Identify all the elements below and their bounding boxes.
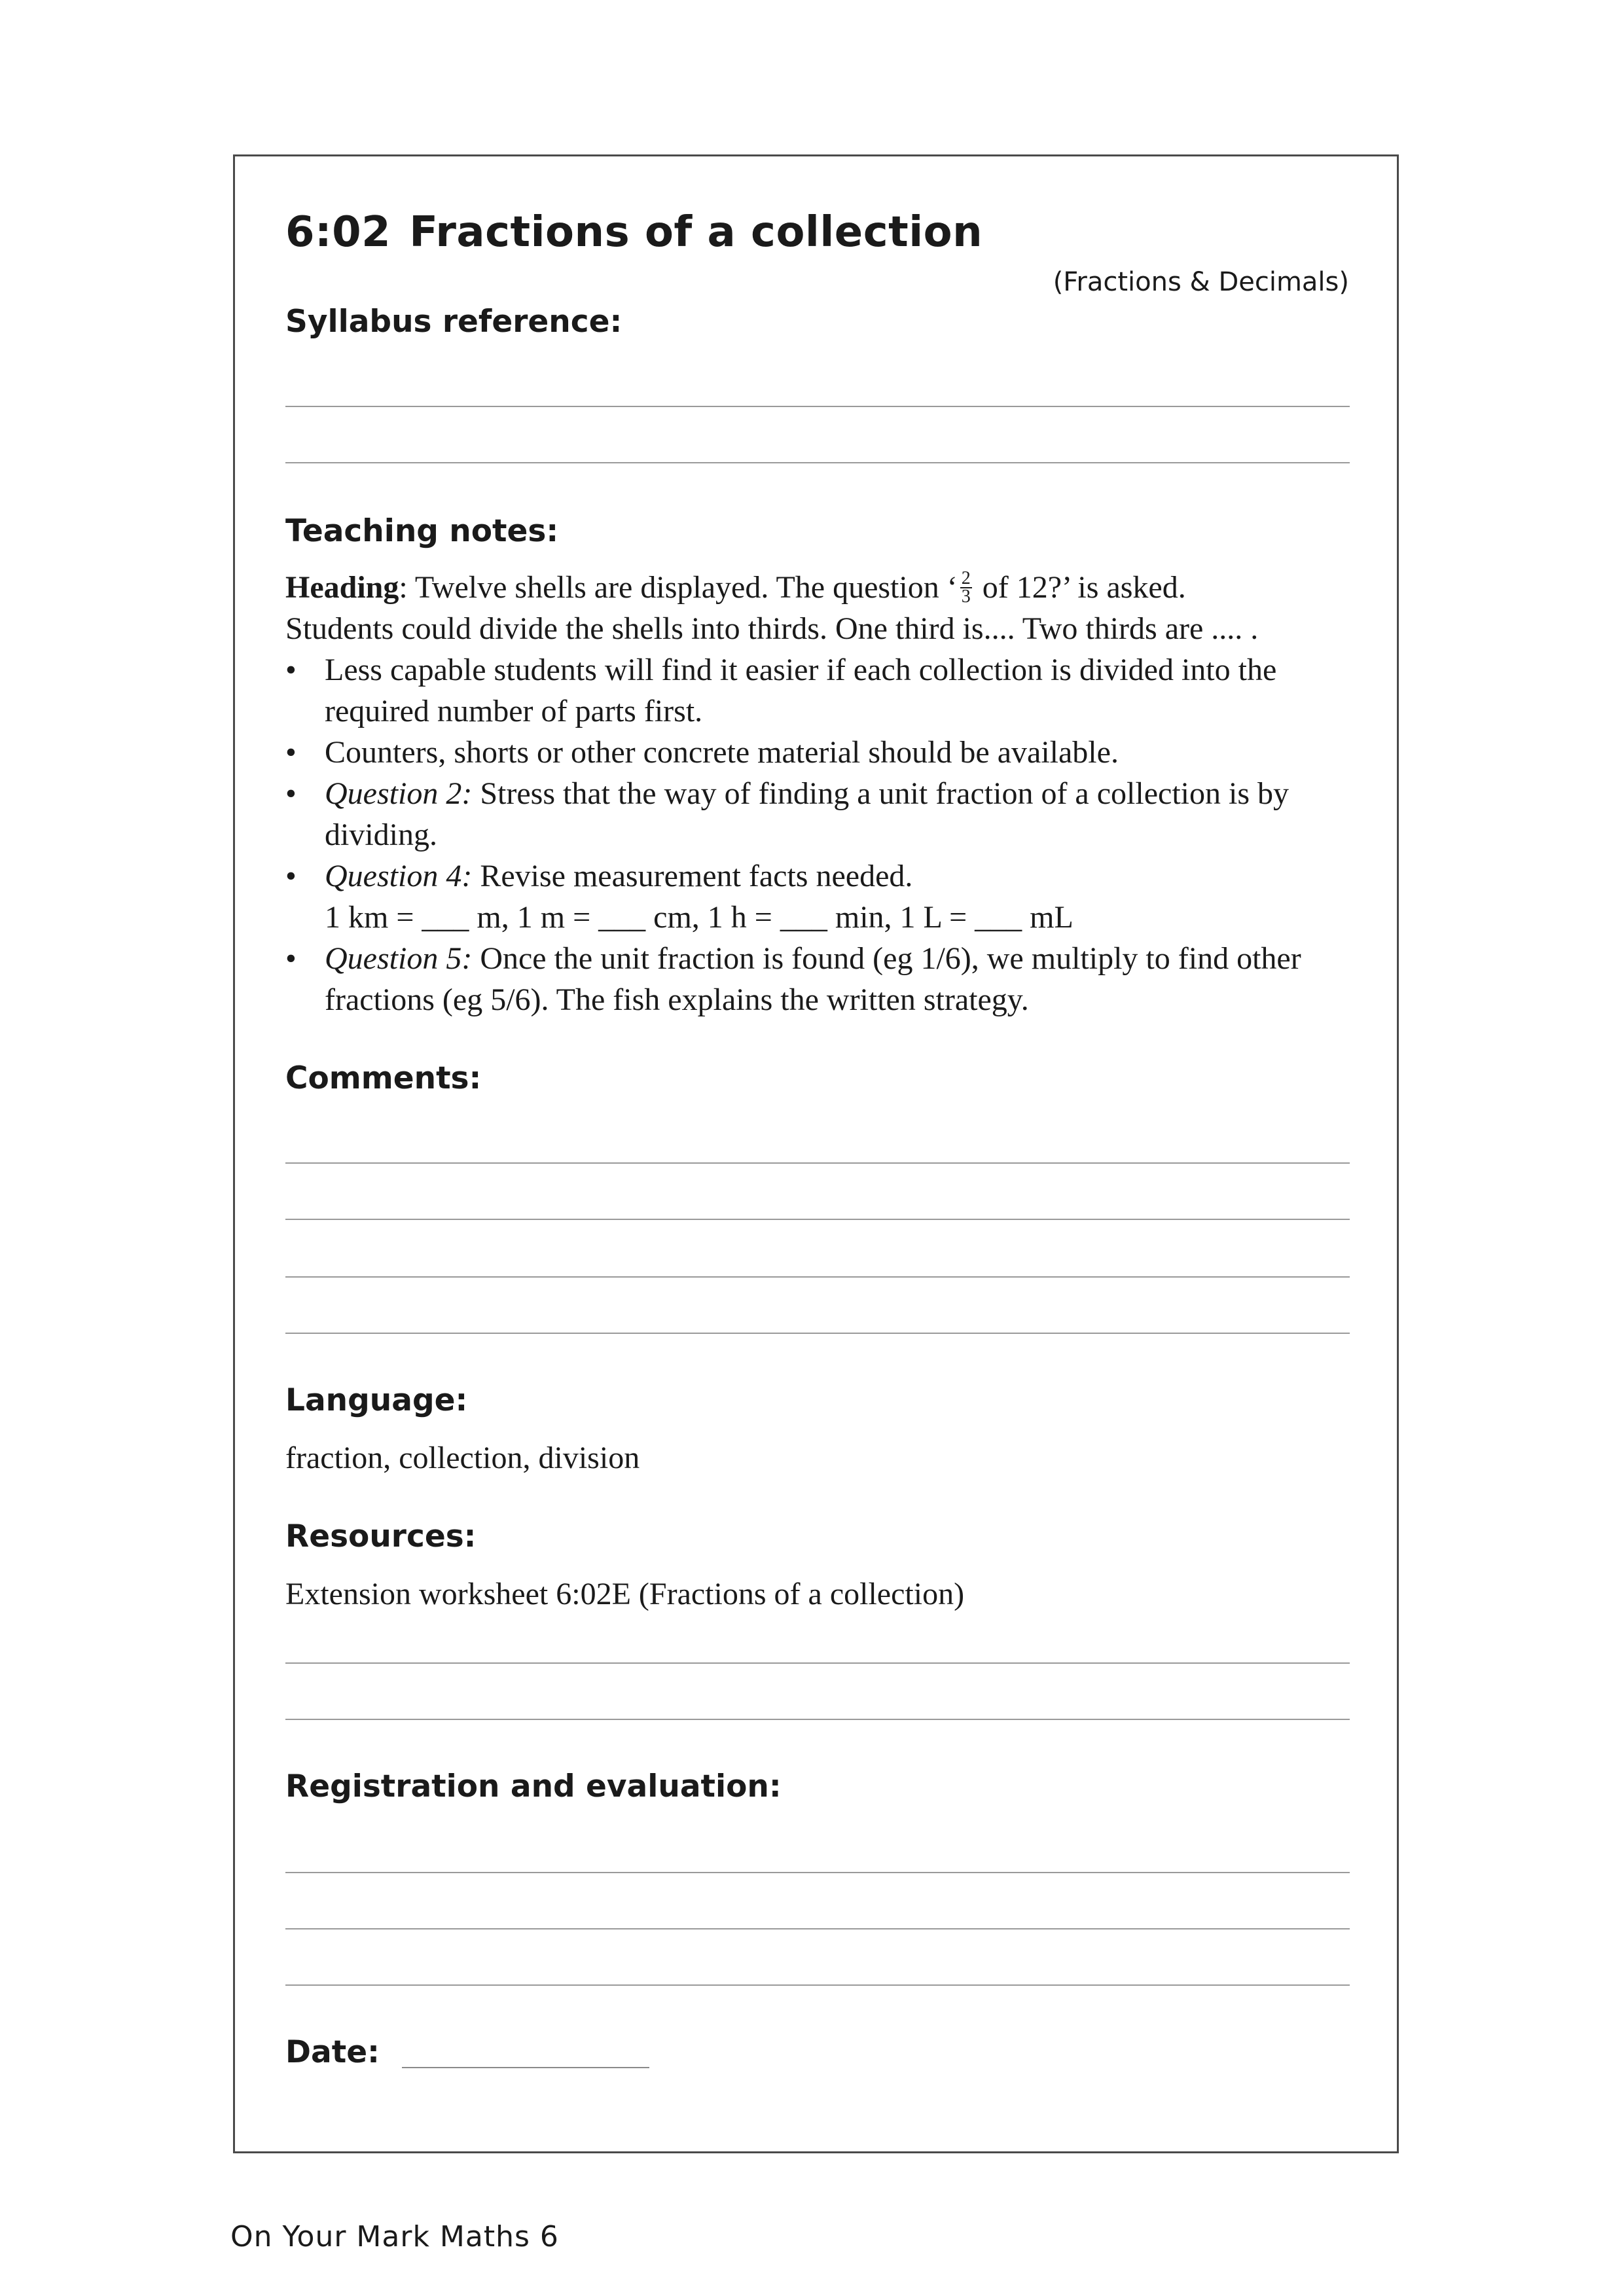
syllabus-heading: Syllabus reference: bbox=[285, 304, 623, 340]
writing-line bbox=[285, 1984, 1350, 1986]
writing-line bbox=[285, 1719, 1350, 1720]
writing-line bbox=[285, 1333, 1350, 1334]
fraction-two-thirds: $\frac{2}{3}$ bbox=[961, 567, 971, 607]
list-item: • Question 4: Revise measurement facts needed. 1 km = ___ m, 1 m = ___ cm, 1 h = ___ min, 1 L = ___ mL bbox=[285, 859, 1074, 935]
resources-text: Extension worksheet 6:02E (Fractions of a collection) bbox=[285, 1577, 965, 1611]
notes-heading-line: Heading: Twelve shells are displayed. The question ‘ $\frac{2}{3}$ of 12?’ is asked. bbox=[285, 567, 1186, 607]
notes-list bbox=[285, 649, 1359, 1020]
list-item: • Question 5: Once the unit fraction is found (eg 1/6), we multiply to find other fractions (eg 5/6). The fish explains the written strategy. bbox=[285, 941, 1301, 1017]
writing-line bbox=[285, 1219, 1350, 1220]
page-frame bbox=[233, 154, 1399, 2153]
writing-line bbox=[285, 1662, 1350, 1664]
writing-line bbox=[285, 462, 1350, 463]
date-label: Date: bbox=[285, 2034, 380, 2070]
list-item: • Question 2: Stress that the way of finding a unit fraction of a collection is by dividing. bbox=[285, 776, 1290, 852]
writing-line bbox=[285, 1162, 1350, 1164]
page-title: 6:02 Fractions of a collection bbox=[285, 208, 983, 257]
writing-line bbox=[285, 1928, 1350, 1929]
list-item: • Counters, shorts or other concrete material should be available. bbox=[285, 735, 1119, 770]
writing-line bbox=[285, 1276, 1350, 1278]
resources-heading: Resources: bbox=[285, 1518, 477, 1554]
registration-heading: Registration and evaluation: bbox=[285, 1768, 782, 1804]
language-heading: Language: bbox=[285, 1382, 468, 1418]
notes-line-2: Students could divide the shells into thirds. One third is.... Two thirds are .... . bbox=[285, 611, 1259, 646]
subject-label: (Fractions & Decimals) bbox=[1053, 267, 1349, 297]
writing-line bbox=[285, 1872, 1350, 1873]
footer-text: On Your Mark Maths 6 bbox=[230, 2220, 559, 2253]
teaching-notes-heading: Teaching notes: bbox=[285, 513, 559, 549]
writing-line bbox=[285, 406, 1350, 407]
language-text: fraction, collection, division bbox=[285, 1441, 640, 1475]
date-line bbox=[402, 2067, 649, 2068]
comments-heading: Comments: bbox=[285, 1060, 482, 1096]
teaching-notes bbox=[285, 567, 1359, 1020]
list-item: • Less capable students will find it easier if each collection is divided into the required number of parts first. bbox=[285, 653, 1277, 728]
